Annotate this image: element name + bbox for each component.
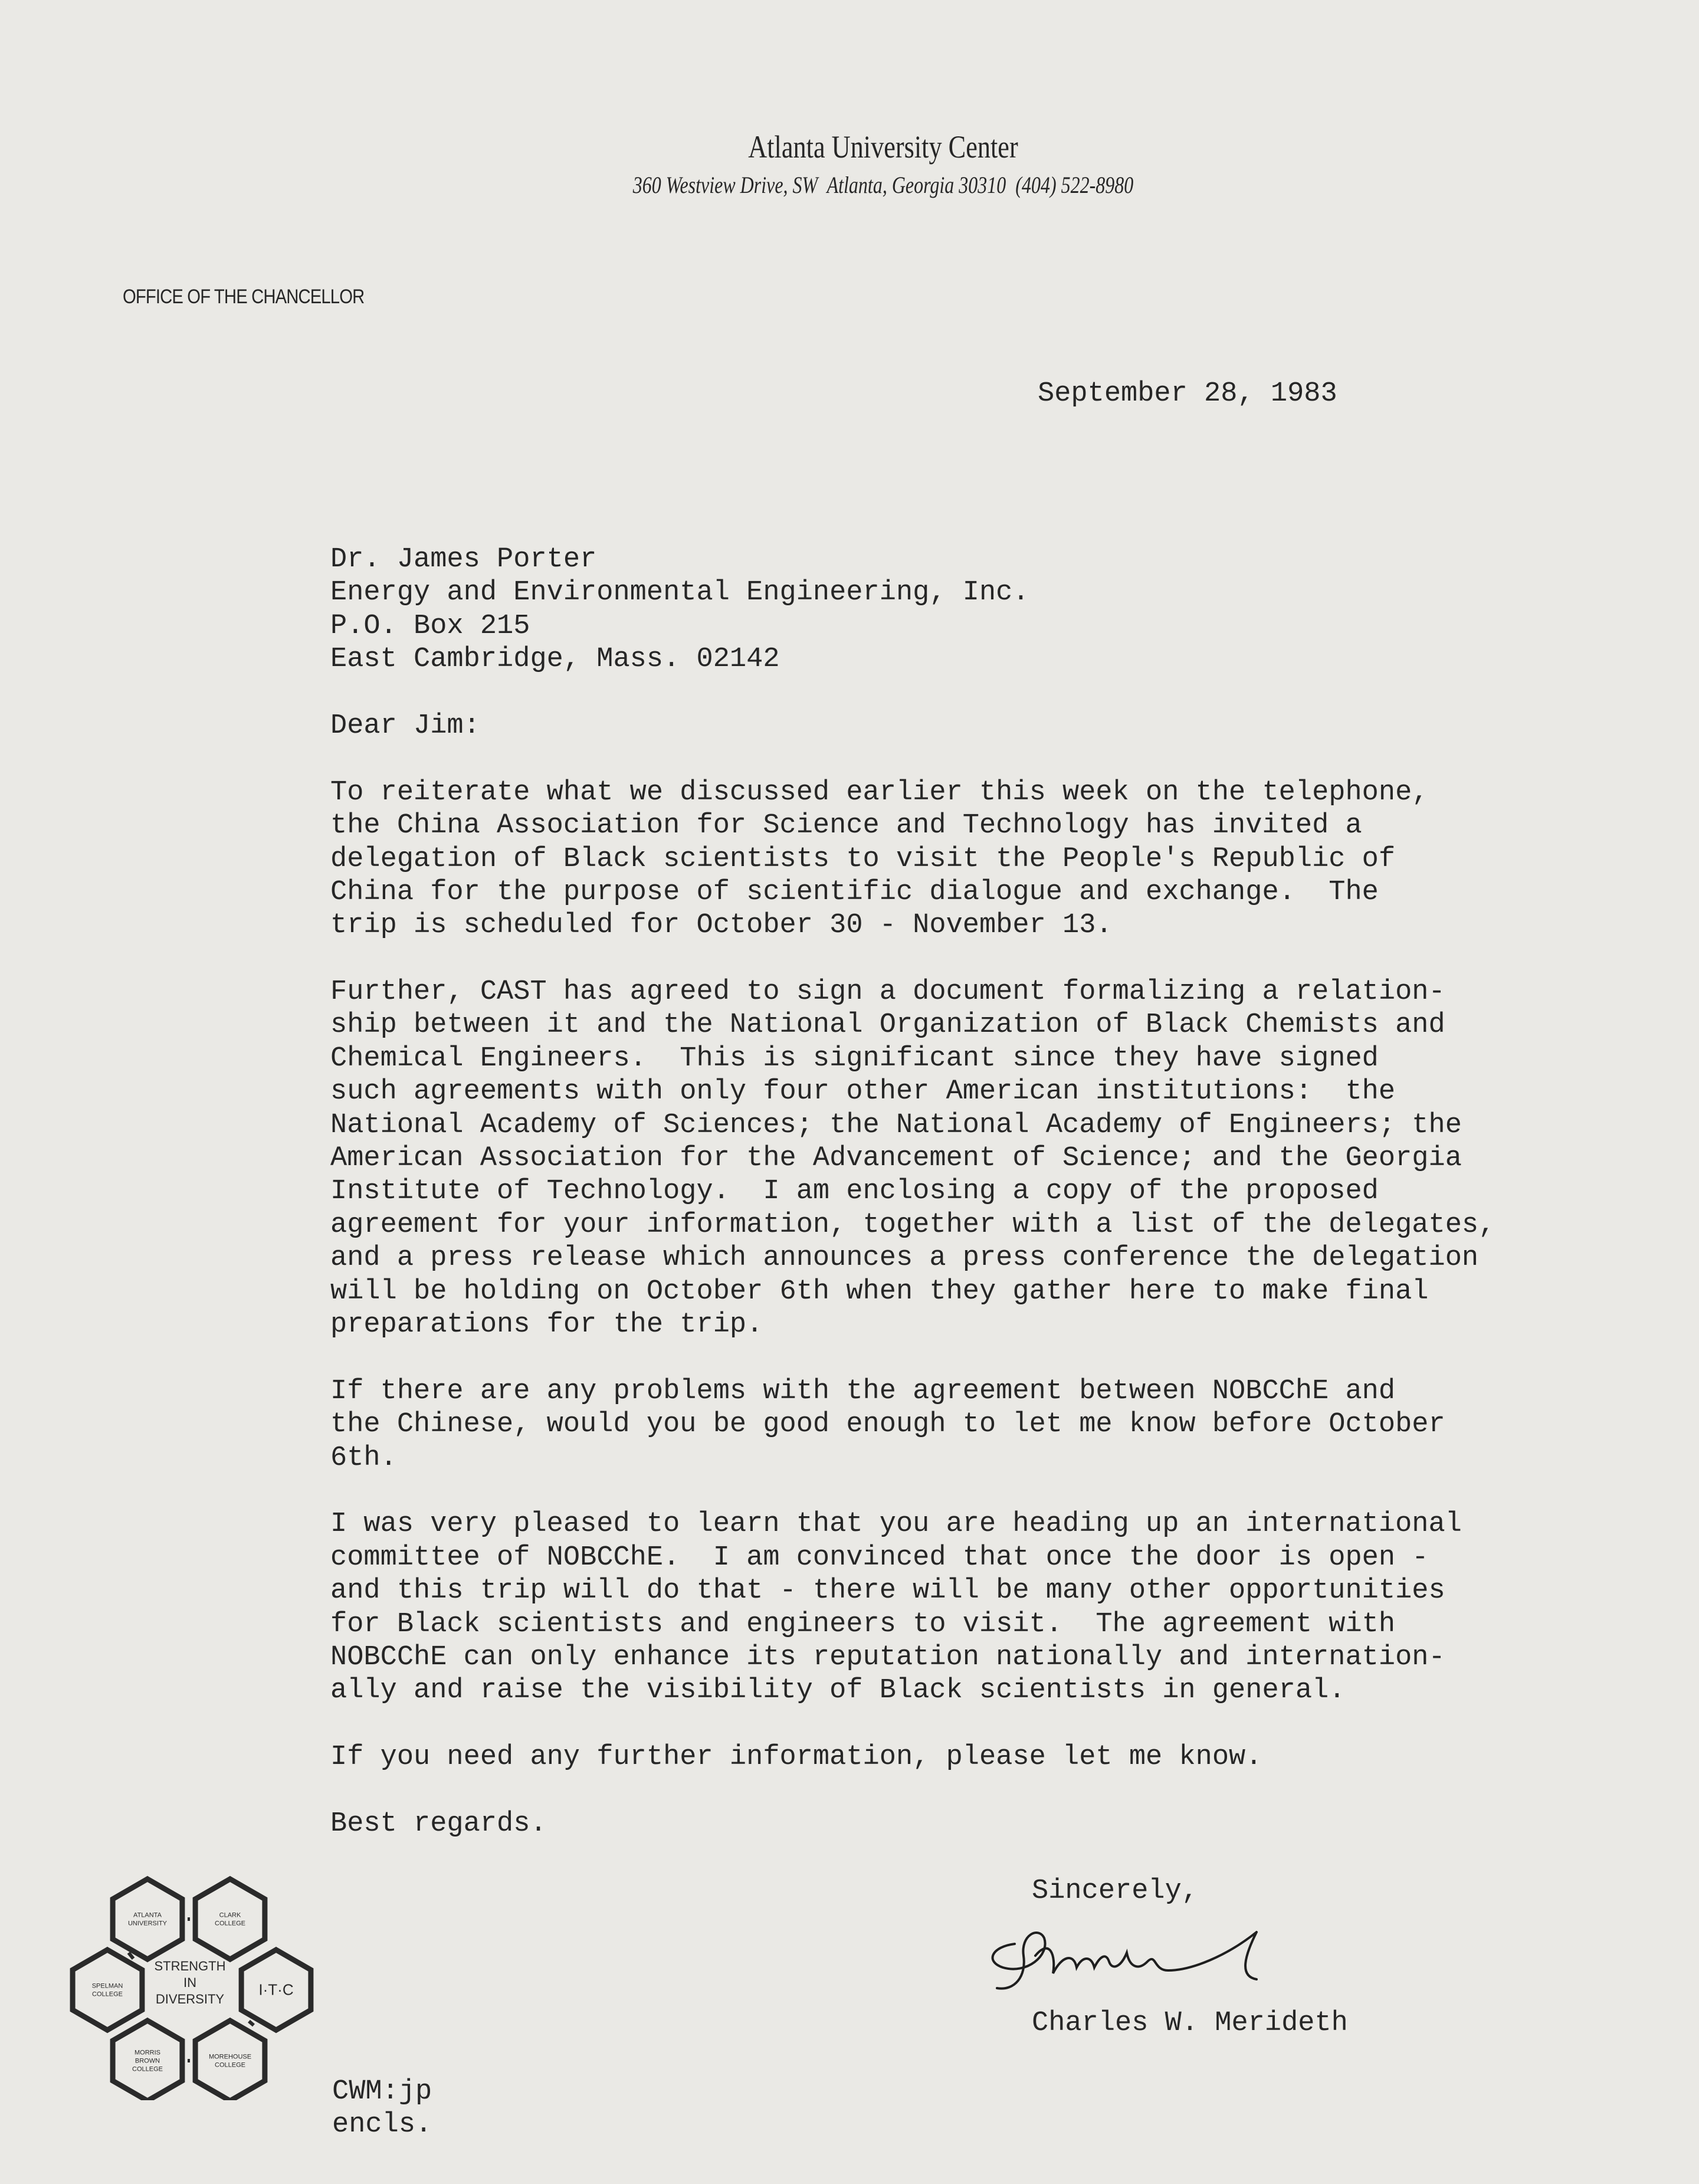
paragraph-line: committee of NOBCChE. I am convinced that once the door is open - bbox=[330, 1542, 1429, 1573]
paragraph-line: Institute of Technology. I am enclosing a copy of the proposed bbox=[330, 1176, 1379, 1208]
paragraph-line: ally and raise the visibility of Black scientists in general. bbox=[330, 1675, 1346, 1707]
typist-initials: CWM:jp bbox=[332, 2076, 432, 2107]
logo-member-label: SPELMAN bbox=[91, 1982, 123, 1990]
logo-member-label: I·T·C bbox=[258, 1980, 294, 1999]
blank-line bbox=[330, 743, 1495, 776]
logo-member-label: UNIVERSITY bbox=[127, 1920, 168, 1927]
logo-motto: STRENGTH bbox=[154, 1959, 226, 1973]
logo-hexagon bbox=[195, 2021, 265, 2100]
letterhead-office: OFFICE OF THE CHANCELLOR bbox=[123, 286, 365, 308]
logo-hexagon bbox=[241, 1950, 311, 2030]
logo-member-label: COLLEGE bbox=[92, 1990, 123, 1998]
paragraph-line: China for the purpose of scientific dialogue and exchange. The bbox=[330, 876, 1379, 908]
logo-hexagon bbox=[195, 1879, 265, 1959]
blank-line bbox=[330, 943, 1495, 976]
paragraph-line: I was very pleased to learn that you are heading up an international bbox=[330, 1509, 1462, 1540]
logo-hexagon bbox=[73, 1950, 142, 2030]
blank-line bbox=[330, 1708, 1495, 1741]
auc-logo bbox=[59, 1864, 324, 2100]
logo-member-label: COLLEGE bbox=[215, 2061, 245, 2069]
logo-member-label: ATLANTA bbox=[133, 1911, 162, 1919]
recipient-address-line: East Cambridge, Mass. 02142 bbox=[330, 644, 780, 675]
recipient-address-line: Dr. James Porter bbox=[330, 544, 597, 575]
logo-hexagon bbox=[113, 2021, 182, 2100]
paragraph-line: and a press release which announces a press conference the delegation bbox=[330, 1242, 1479, 1274]
paragraph-line: 6th. bbox=[330, 1442, 397, 1474]
paragraph-line: Chemical Engineers. This is significant since they have signed bbox=[330, 1042, 1379, 1074]
logo-member-label: MOREHOUSE bbox=[208, 2053, 252, 2061]
paragraph-line: ship between it and the National Organization of Black Chemists and bbox=[330, 1009, 1445, 1041]
blank-line bbox=[330, 1342, 1495, 1375]
paragraph-line: National Academy of Sciences; the National Academy of Engineers; the bbox=[330, 1109, 1462, 1141]
paragraph-line: will be holding on October 6th when they gather here to make final bbox=[330, 1275, 1429, 1307]
enclosures-note: encls. bbox=[332, 2109, 432, 2140]
paragraph-line: the Chinese, would you be good enough to let me know before October bbox=[330, 1409, 1445, 1441]
letter-body bbox=[330, 543, 1495, 1841]
paragraph-line: for Black scientists and engineers to visit. The agreement with bbox=[330, 1608, 1396, 1640]
paragraph-line: and this trip will do that - there will be many other opportunities bbox=[330, 1575, 1445, 1607]
paragraph-line: trip is scheduled for October 30 - November 13. bbox=[330, 910, 1113, 942]
blank-line bbox=[330, 1774, 1495, 1807]
paragraph-line: agreement for your information, together with a list of the delegates, bbox=[330, 1209, 1495, 1241]
logo-connector bbox=[249, 2021, 254, 2025]
letterhead-address: 360 Westview Drive, SW Atlanta, Georgia 30310 (404) 522-8980 bbox=[632, 172, 1134, 198]
paragraph-line: such agreements with only four other American institutions: the bbox=[330, 1076, 1396, 1108]
paragraph-line: NOBCChE can only enhance its reputation nationally and internation- bbox=[330, 1641, 1445, 1673]
letter-date: September 28, 1983 bbox=[1038, 378, 1337, 409]
signature bbox=[979, 1920, 1321, 2003]
blank-line bbox=[330, 1475, 1495, 1508]
signer-name: Charles W. Merideth bbox=[1032, 2008, 1348, 2039]
paragraph-line: delegation of Black scientists to visit the People's Republic of bbox=[330, 843, 1396, 875]
logo-member-label: MORRIS bbox=[135, 2049, 160, 2057]
recipient-address-line: Energy and Environmental Engineering, Inc. bbox=[330, 577, 1029, 609]
recipient-address-line: P.O. Box 215 bbox=[330, 610, 530, 642]
paragraph-line: To reiterate what we discussed earlier this week on the telephone, bbox=[330, 776, 1429, 808]
logo-member-label: CLARK bbox=[219, 1911, 241, 1919]
paragraph-line: American Association for the Advancement of Science; and the Georgia bbox=[330, 1143, 1462, 1175]
logo-hexagon bbox=[113, 1879, 182, 1959]
logo-member-label: BROWN bbox=[135, 2057, 160, 2065]
blank-line bbox=[330, 677, 1495, 710]
paragraph-line: the China Association for Science and Technology has invited a bbox=[330, 810, 1362, 842]
logo-member-label: COLLEGE bbox=[215, 1920, 245, 1927]
closing: Sincerely, bbox=[1032, 1875, 1199, 1907]
paragraph-line: Further, CAST has agreed to sign a document formalizing a relation- bbox=[330, 976, 1445, 1008]
letterhead-organization: Atlanta University Center bbox=[748, 129, 1018, 165]
logo-motto: DIVERSITY bbox=[155, 1992, 225, 2006]
paragraph-line: Best regards. bbox=[330, 1808, 547, 1839]
logo-motto: IN bbox=[183, 1975, 196, 1990]
logo-member-label: COLLEGE bbox=[132, 2065, 163, 2073]
paragraph-line: preparations for the trip. bbox=[330, 1309, 763, 1340]
paragraph-line: If you need any further information, please let me know. bbox=[330, 1742, 1262, 1773]
paragraph-line: If there are any problems with the agreement between NOBCChE and bbox=[330, 1375, 1396, 1407]
salutation: Dear Jim: bbox=[330, 710, 480, 742]
